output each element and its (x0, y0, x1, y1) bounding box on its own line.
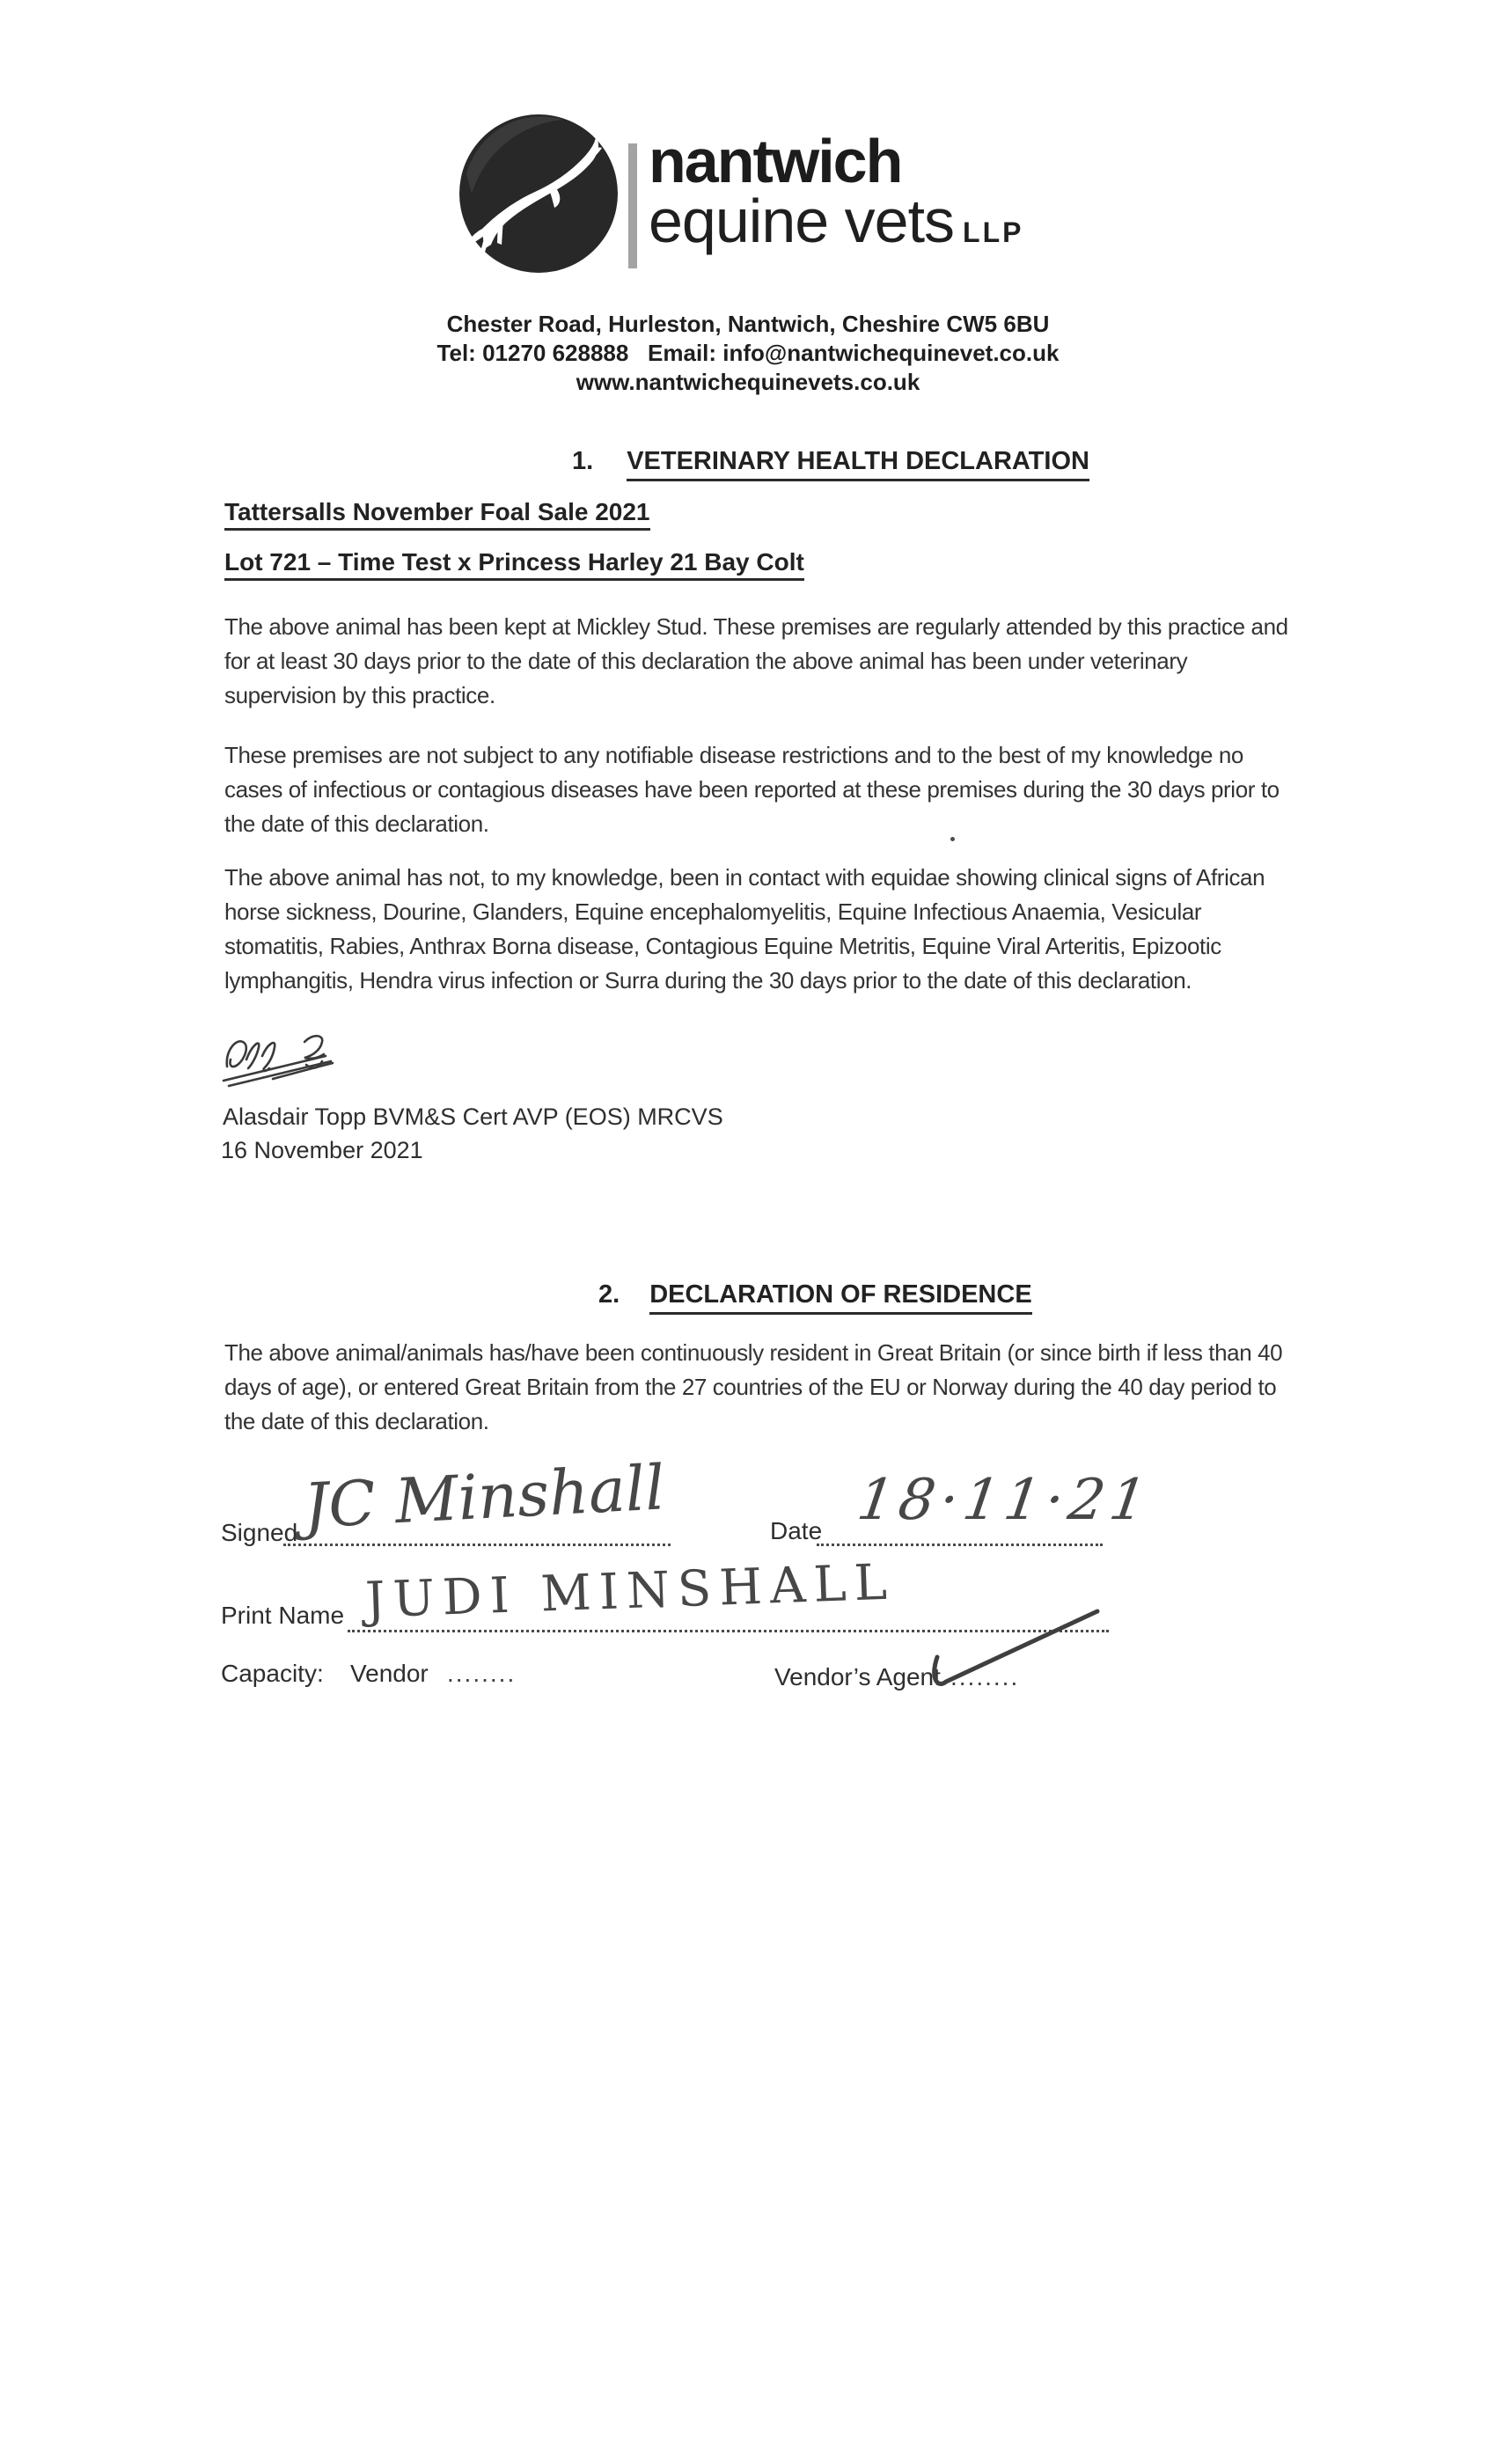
capacity-label: Capacity: (221, 1660, 324, 1687)
capacity-vendor-option: Vendor (350, 1660, 429, 1687)
print-name-label: Print Name (221, 1602, 345, 1629)
email: Email: info@nantwichequinevet.co.uk (648, 340, 1060, 366)
website: www.nantwichequinevets.co.uk (576, 369, 920, 395)
date-label: Date (770, 1517, 823, 1544)
date-handwriting: 18·11·21 (853, 1468, 1156, 1533)
paragraph-residence: The above animal/animals has/have been continuously resident in Great Britain (or since birth if less than 40 days of age), or entered Great Britain from the 27 countries of the EU or Norway during the 40 day period to the date of this declaration. (224, 1339, 1283, 1434)
contact-line (0, 339, 1496, 368)
org-suffix: LLP (963, 216, 1024, 248)
practice-address-block (0, 310, 1496, 397)
signed-label: Signed (221, 1519, 298, 1546)
agent-dots: ........ (950, 1663, 1020, 1690)
tel: Tel: 01270 628888 (436, 340, 629, 366)
sale-title: Tattersalls November Foal Sale 2021 (224, 498, 650, 531)
paragraph-diseases: The above animal has not, to my knowledge, been in contact with equidae showing clinical signs of African horse sickness, Dourine, Glanders, Equine encephalomyelitis, Equine Infectious Anaemia, Vesicular stomatitis, Rabies, Anthrax Borna disease, Contagious Equine Metritis, Equine Viral Arteritis, Epizootic lymphangitis, Hendra virus infection or Surra during the 30 days prior to the date of this declaration. (224, 864, 1265, 994)
logo-divider (628, 143, 637, 268)
tick-mark-icon (902, 1604, 1109, 1699)
print-name-handwriting: JUDI MINSHALL (364, 1553, 896, 1630)
vet-declaration-date: 16 November 2021 (221, 1137, 423, 1163)
lot-title: Lot 721 – Time Test x Princess Harley 21 Bay Colt (224, 548, 804, 581)
vet-name: Alasdair Topp BVM&S Cert AVP (EOS) MRCVS (223, 1104, 723, 1130)
signed-signature-handwriting: JC Minshall (302, 1451, 667, 1543)
jumping-horse-icon (458, 113, 620, 275)
section1-number: 1. (572, 447, 594, 475)
section2-heading (598, 1280, 1032, 1315)
paragraph-premises: These premises are not subject to any notifiable disease restrictions and to the best of my knowledge no cases of infectious or contagious diseases have been reported at these premises during the 30 days prior to the date of this declaration. (224, 742, 1280, 837)
section1-heading (572, 447, 1089, 481)
paragraph-kept-at: The above animal has been kept at Mickley Stud. These premises are regularly attended by this practice and for at least 30 days prior to the date of this declaration the above animal has been under veterinary supervision by this practice. (224, 613, 1288, 708)
address-line: Chester Road, Hurleston, Nantwich, Cheshire CW5 6BU (446, 311, 1050, 337)
scan-artifact-dot (950, 837, 955, 841)
section2-number: 2. (598, 1280, 620, 1309)
org-name-line2 (649, 187, 1024, 255)
vendor-dots: ........ (447, 1660, 517, 1687)
org-name-line2-text: equine vets (649, 187, 955, 255)
section2-title: DECLARATION OF RESIDENCE (649, 1280, 1031, 1315)
org-name-line1: nantwich (649, 127, 902, 195)
vet-signature-scribble (220, 1030, 361, 1091)
capacity-agent-option: Vendor’s Agent (774, 1663, 941, 1690)
section1-title: VETERINARY HEALTH DECLARATION (627, 447, 1089, 481)
